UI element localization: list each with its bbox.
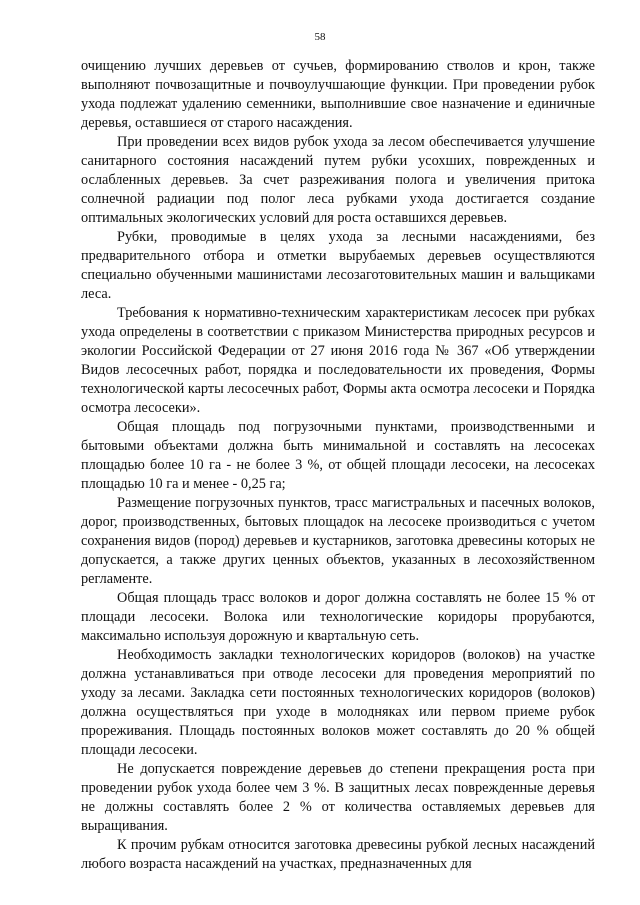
paragraph: Требования к нормативно-техническим характеристикам лесосек при рубках ухода определены в соответствии с приказом Министерства природных ресурсов и экологии Российской Федерации от 27 июня 2016 года № 367 «Об утверждении Видов лесосечных работ, порядка и последовательности их проведения, Формы технологической карты лесосечных работ, Формы акта осмотра лесосеки и Порядка осмотра лесосеки». — [81, 305, 595, 416]
paragraph: Общая площадь под погрузочными пунктами, производственными и бытовыми объектами должна быть минимальной и составлять на лесосеках площадью более 10 га - не более 3 %, от общей площади лесосеки, на лесосеках площадью 10 га и менее - 0,25 га; — [81, 419, 595, 492]
paragraph: очищению лучших деревьев от сучьев, формированию стволов и крон, также выполняют почвозащитные и почвоулучшающие функции. При проведении рубок ухода подлежат удалению семенники, выполнившие свое назначение и единичные деревья, оставшиеся от старого насаждения. — [81, 58, 595, 131]
document-body — [81, 57, 595, 874]
paragraph: Не допускается повреждение деревьев до степени прекращения роста при проведении рубок ухода более чем 3 %. В защитных лесах поврежденные деревья не должны составлять более 2 % от количества оставляемых деревьев для выращивания. — [81, 761, 595, 834]
paragraph: Размещение погрузочных пунктов, трасс магистральных и пасечных волоков, дорог, производственных, бытовых площадок на лесосеке производиться с учетом сохранения видов (пород) деревьев и кустарников, заготовка древесины которых не допускается, а также других ценных объектов, указанных в лесохозяйственном регламенте. — [81, 495, 595, 587]
page-number: 58 — [314, 31, 326, 43]
paragraph: Общая площадь трасс волоков и дорог должна составлять не более 15 % от площади лесосеки. Волока или технологические коридоры прорубаются, максимально используя дорожную и квартальную сеть. — [81, 590, 595, 644]
paragraph: Рубки, проводимые в целях ухода за лесными насаждениями, без предварительного отбора и отметки вырубаемых деревьев осуществляются специально обученными машинистами лесозаготовительных машин и вальщиками леса. — [81, 229, 595, 302]
paragraph: При проведении всех видов рубок ухода за лесом обеспечивается улучшение санитарного состояния насаждений путем рубки усохших, поврежденных и ослабленных деревьев. За счет разреживания полога и увеличения притока солнечной радиации под полог леса рубками ухода достигается создание оптимальных экологических условий для роста оставшихся деревьев. — [81, 134, 595, 226]
paragraph: Необходимость закладки технологических коридоров (волоков) на участке должна устанавливаться при отводе лесосеки для проведения мероприятий по уходу за лесами. Закладка сети постоянных технологических коридоров (волоков) должна осуществляться при уходе в молодняках или первом приеме рубок прореживания. Площадь постоянных волоков может составлять до 20 % общей площади лесосеки. — [81, 647, 595, 758]
paragraph: К прочим рубкам относится заготовка древесины рубкой лесных насаждений любого возраста насаждений на участках, предназначенных для — [81, 837, 595, 872]
